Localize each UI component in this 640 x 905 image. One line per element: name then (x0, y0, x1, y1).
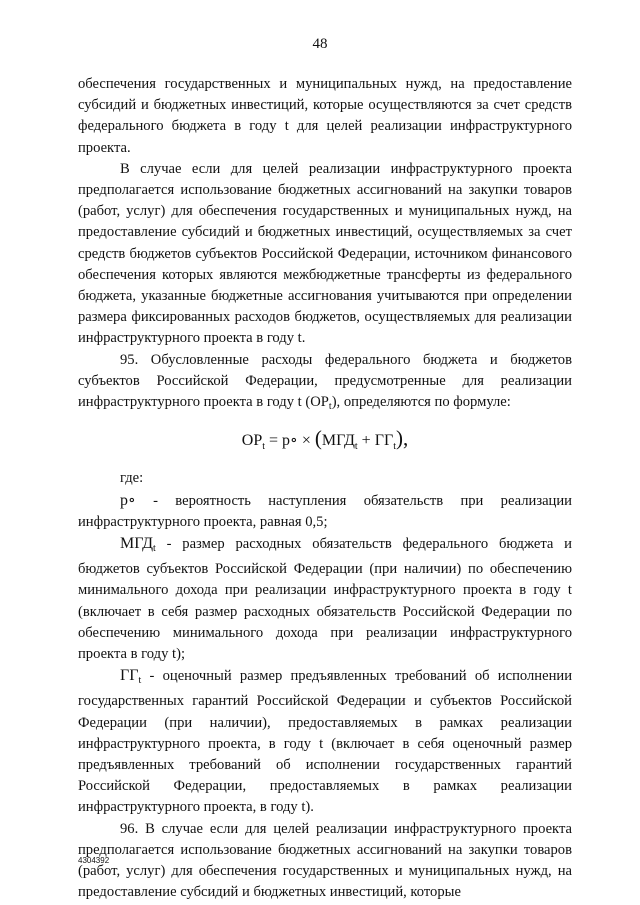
formula-term2-sub: t (393, 441, 396, 453)
where-label: где: (120, 470, 144, 487)
paragraph: В случае если для целей реализации инфраструктурного проекта предполагается использование бюджетных ассигнований на закупки товаров (работ, услуг) для обеспечения государственных и муниципальных нужд, на предоставление субсидий и бюджетных инвестиций, осуществляемых за счет средств бюджетов субъектов Российской Федерации, источником финансового обеспечения которых являются межбюджетные трансферты из федерального бюджета, указанные бюджетные ассигнования учитываются при определении размера фиксированных расходов бюджетов, осуществляемых для реализации инфраструктурного проекта в году t. (78, 160, 572, 347)
gg-symbol: ГГ (120, 667, 139, 685)
body-text (78, 74, 572, 904)
gg-subscript: t (138, 675, 142, 687)
op-subscript: t (328, 401, 332, 413)
mgd-symbol: МГД (120, 535, 153, 553)
definition-mgd (78, 533, 572, 665)
gg-definition: - оценочный размер предъявленных требований об исполнении государственных гарантий Российской Федерации и субъектов Российской Федерации (при наличии), предоставляемых в рамках реализации инфраструктурного проекта, в году t (включает в себя оценочный размер предъявленных требований об исполнении государственных гарантий Российской Федерации, предоставляемых в рамках реализации инфраструктурного проекта, в году t). (78, 668, 572, 816)
formula-term1: МГД (321, 432, 355, 450)
paragraph-96: 96. В случае если для целей реализации инфраструктурного проекта предполагается использование бюджетных ассигнований на закупки товаров (работ, услуг) для обеспечения государственных и муниципальных нужд, на предоставление субсидий и бюджетных инвестиций, которые (78, 820, 572, 901)
paragraph-95-tail: ), определяются по формуле: (331, 394, 511, 411)
formula-term2: ГГ (374, 432, 394, 450)
paragraph-95-text: 95. Обусловленные расходы федерального бюджета и бюджетов субъектов Российской Федерации, предусмотренные для реализации инфраструктурного проекта в году t ( (78, 351, 572, 411)
paragraph-continuation: обеспечения государственных и муниципальных нужд, на предоставление субсидий и бюджетных инвестиций, которые осуществляются за счет средств федерального бюджета в году t для целей реализации инфраструктурного проекта. (78, 76, 572, 156)
page-number: 48 (312, 36, 328, 52)
formula (78, 425, 572, 460)
formula-term1-sub: t (354, 441, 358, 453)
footer-code: 4304392 (78, 856, 110, 865)
formula-close-paren: ), (395, 426, 409, 451)
formula-lhs: ОР (241, 432, 263, 450)
p-definition: - вероятность наступления обязательств при реализации инфраструктурного проекта, равная 0,5; (78, 492, 572, 530)
formula-open-paren: ( (314, 426, 322, 451)
p-symbol: p∘ (120, 491, 136, 509)
definition-p (78, 490, 572, 533)
formula-eq: = p∘ × (265, 432, 315, 450)
formula-lhs-sub: t (262, 441, 265, 453)
definition-gg (78, 665, 572, 818)
mgd-definition: - размер расходных обязательств федерального бюджета и бюджетов субъектов Российской Федерации (при наличии) по обеспечению минимального дохода при реализации инфраструктурного проекта в году t (включает в себя размер расходных обязательств Российской Федерации по обеспечению минимального дохода при реализации инфраструктурного проекта в году t); (78, 536, 572, 663)
formula-plus: + (357, 432, 375, 450)
paragraph-95 (78, 350, 572, 418)
op-symbol: ОР (310, 394, 329, 411)
mgd-subscript: t (152, 543, 156, 555)
